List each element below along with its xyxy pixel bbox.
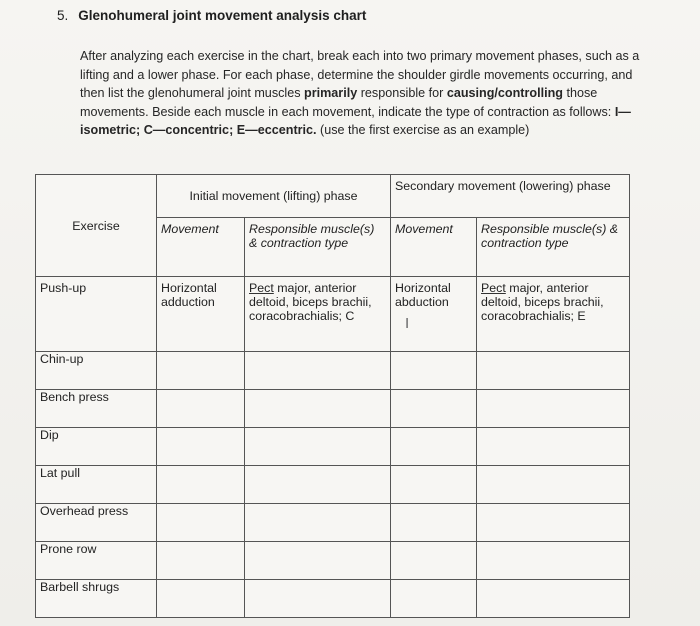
exercise-cell: Push-up [36, 277, 157, 352]
instructions-text-2: responsible for [357, 86, 447, 101]
instructions-primarily: primarily [304, 86, 358, 101]
input-cell[interactable] [391, 542, 477, 580]
initial-muscles-cell[interactable]: Pect major, anterior deltoid, biceps brachii, coracobrachialis; C [245, 277, 391, 352]
input-cell[interactable] [245, 428, 391, 466]
exercise-cell: Overhead press [36, 504, 157, 542]
table-row [36, 428, 630, 466]
exercise-cell: Dip [36, 428, 157, 466]
input-cell[interactable] [391, 352, 477, 390]
instructions-text-1: After analyzing each exercise in the chart, break each into two primary movement phases, such as a lifting and a lower phase. For each phase, determine the shoulder girdle movements occurring, and then list the glenohumeral joint muscles [80, 49, 640, 101]
input-cell[interactable] [245, 504, 391, 542]
input-cell[interactable] [391, 390, 477, 428]
input-cell[interactable] [157, 352, 245, 390]
question-title: Glenohumeral joint movement analysis chart [78, 8, 367, 23]
secondary-movement-header: Movement [391, 218, 477, 277]
input-cell[interactable] [477, 542, 630, 580]
initial-muscles-header: Responsible muscle(s) & contraction type [245, 218, 391, 277]
secondary-phase-header: Secondary movement (lowering) phase [391, 175, 630, 218]
instructions-text-4: (use the first exercise as an example) [316, 123, 530, 138]
input-cell[interactable] [391, 580, 477, 618]
initial-movement-cell[interactable]: Horizontal adduction [157, 277, 245, 352]
input-cell[interactable] [477, 504, 630, 542]
exercise-cell: Prone row [36, 542, 157, 580]
table-row [36, 352, 630, 390]
exercise-cell: Lat pull [36, 466, 157, 504]
instructions [80, 47, 640, 140]
initial-phase-header: Initial movement (lifting) phase [157, 175, 391, 218]
exercise-header: Exercise [36, 175, 157, 277]
text-cursor-icon: I [405, 315, 410, 332]
input-cell[interactable] [245, 580, 391, 618]
secondary-muscles-cell[interactable]: Pect major, anterior deltoid, biceps brachii, coracobrachialis; E [477, 277, 630, 352]
input-cell[interactable] [157, 542, 245, 580]
exercise-cell: Chin-up [36, 352, 157, 390]
table-row [36, 542, 630, 580]
table-row [36, 277, 630, 352]
instructions-codes: I—isometric; C—concentric; E—eccentric. [80, 104, 631, 138]
input-cell[interactable] [391, 428, 477, 466]
input-cell[interactable] [157, 466, 245, 504]
input-cell[interactable] [157, 390, 245, 428]
instructions-text-3: those movements. Beside each muscle in each movement, indicate the type of contraction as follows: [80, 86, 615, 119]
input-cell[interactable] [477, 580, 630, 618]
input-cell[interactable] [245, 352, 391, 390]
input-cell[interactable] [477, 390, 630, 428]
exercise-cell: Barbell shrugs [36, 580, 157, 618]
table-row [36, 504, 630, 542]
question-heading [57, 8, 366, 23]
input-cell[interactable] [245, 466, 391, 504]
table-row [36, 580, 630, 618]
input-cell[interactable] [157, 580, 245, 618]
instructions-causing: causing/controlling [446, 86, 563, 101]
input-cell[interactable] [157, 428, 245, 466]
input-cell[interactable] [157, 504, 245, 542]
input-cell[interactable] [391, 466, 477, 504]
header-row-phases [36, 175, 630, 218]
input-cell[interactable] [477, 466, 630, 504]
table-row [36, 466, 630, 504]
question-number: 5. [57, 8, 69, 23]
secondary-movement-cell[interactable]: Horizontal abduction I [391, 277, 477, 352]
input-cell[interactable] [391, 504, 477, 542]
table-row [36, 390, 630, 428]
input-cell[interactable] [245, 542, 391, 580]
initial-movement-header: Movement [157, 218, 245, 277]
input-cell[interactable] [477, 428, 630, 466]
exercise-cell: Bench press [36, 390, 157, 428]
input-cell[interactable] [477, 352, 630, 390]
secondary-muscles-header: Responsible muscle(s) & contraction type [477, 218, 630, 277]
analysis-chart [35, 174, 630, 618]
input-cell[interactable] [245, 390, 391, 428]
